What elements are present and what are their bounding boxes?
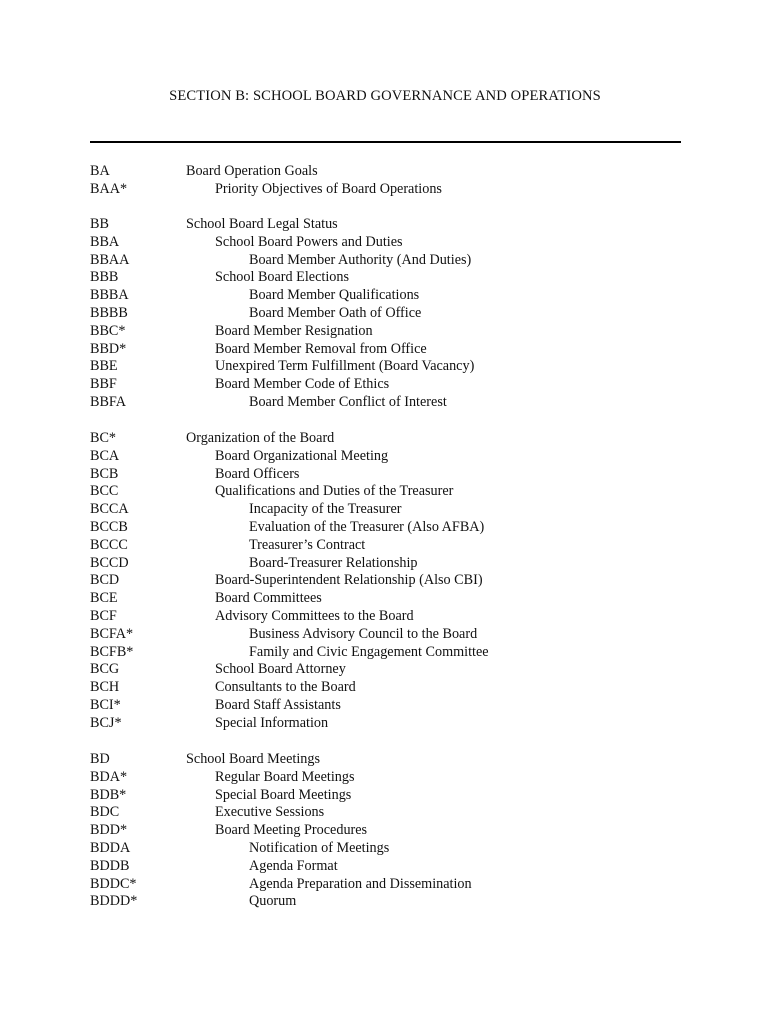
policy-title: Board Committees [215,590,322,607]
policy-entry [0,787,770,805]
section-title: SECTION B: SCHOOL BOARD GOVERNANCE AND OPERATIONS [169,88,601,104]
policy-entry [0,608,770,626]
policy-code: BBD* [90,340,127,357]
policy-title: School Board Legal Status [186,216,338,232]
policy-code: BBBB [90,304,128,321]
policy-entry [0,287,770,305]
policy-title: Notification of Meetings [249,839,390,856]
policy-code: BDB* [90,786,127,803]
policy-title: Agenda Format [249,857,338,874]
policy-title: Board Member Authority (And Duties) [249,251,472,268]
policy-title: Qualifications and Duties of the Treasurer [215,483,454,500]
policy-entry [0,181,770,199]
policy-title: Organization of the Board [186,430,335,446]
policy-entry [0,252,770,270]
policy-code: BBAA [90,251,130,268]
policy-code: BDDC* [90,875,137,892]
policy-entry [0,483,770,501]
policy-code: BCF [90,607,117,624]
policy-group [0,216,770,412]
policy-code: BBFA [90,393,127,410]
policy-title: School Board Elections [215,269,349,286]
policy-title: Advisory Committees to the Board [215,607,414,624]
policy-code: BBB [90,269,119,286]
policy-code: BA [90,163,110,179]
policy-entry [0,679,770,697]
policy-title: Board-Treasurer Relationship [249,554,418,571]
policy-entry [0,430,770,448]
policy-entry [0,163,770,181]
policy-entry [0,269,770,287]
policy-title: Board Staff Assistants [215,696,341,713]
policy-title: Board-Superintendent Relationship (Also CBI) [215,572,483,589]
policy-title: Regular Board Meetings [215,768,355,785]
policy-group [0,430,770,733]
policy-code: BDDA [90,839,131,856]
policy-title: Consultants to the Board [215,679,356,696]
policy-code: BCI* [90,696,121,713]
policy-group [0,751,770,911]
policy-entry [0,555,770,573]
policy-code: BCCA [90,501,129,518]
policy-title: Board Member Resignation [215,322,373,339]
policy-code: BBE [90,358,118,375]
policy-entry [0,394,770,412]
policy-code: BCH [90,679,120,696]
policy-code: BBA [90,233,120,250]
policy-title: Special Board Meetings [215,786,352,803]
policy-code: BCCB [90,518,128,535]
policy-entry [0,661,770,679]
policy-title: Treasurer’s Contract [249,536,366,553]
policy-entry [0,572,770,590]
policy-entry [0,466,770,484]
policy-title: Board Operation Goals [186,163,318,179]
policy-entry [0,519,770,537]
policy-title: Business Advisory Council to the Board [249,625,478,642]
policy-entry [0,876,770,894]
policy-entry [0,715,770,733]
policy-entry [0,537,770,555]
policy-entry [0,448,770,466]
policy-entry [0,376,770,394]
policy-title: Board Member Qualifications [249,287,420,304]
policy-entry [0,858,770,876]
policy-code: BCFB* [90,643,134,660]
policy-entry [0,234,770,252]
policy-title: School Board Powers and Duties [215,233,403,250]
policy-entry [0,305,770,323]
policy-entry [0,323,770,341]
policy-entry [0,893,770,911]
policy-title: Board Meeting Procedures [215,822,368,839]
policy-entry [0,644,770,662]
policy-code: BDDB [90,857,130,874]
policy-title: Unexpired Term Fulfillment (Board Vacancy) [215,358,475,375]
policy-code: BDD* [90,822,128,839]
policy-entry [0,590,770,608]
policy-code: BCCC [90,536,128,553]
policy-title: Quorum [249,893,297,910]
policy-entry [0,822,770,840]
policy-code: BD [90,751,110,767]
policy-title: Special Information [215,714,329,731]
policy-code: BDDD* [90,893,138,910]
policy-code: BC* [90,430,117,446]
policy-entry [0,769,770,787]
policy-title: Priority Objectives of Board Operations [215,180,442,197]
policy-title: Family and Civic Engagement Committee [249,643,489,660]
policy-code: BCC [90,483,119,500]
policy-code: BCB [90,465,119,482]
policy-code: BDA* [90,768,128,785]
policy-entry [0,626,770,644]
policy-title: Board Member Conflict of Interest [249,393,447,410]
policy-code: BAA* [90,180,128,197]
policy-title: Board Organizational Meeting [215,447,389,464]
policy-entry [0,804,770,822]
policy-title: Board Member Oath of Office [249,304,422,321]
policy-code: BDC [90,804,120,821]
policy-code: BCA [90,447,120,464]
policy-code: BCG [90,661,120,678]
policy-code: BCJ* [90,714,122,731]
policy-code: BB [90,216,109,232]
policy-entry [0,840,770,858]
policy-entry [0,501,770,519]
policy-title: Board Member Code of Ethics [215,376,390,393]
policy-title: Incapacity of the Treasurer [249,501,402,518]
policy-code: BBBA [90,287,129,304]
policy-code: BCFA* [90,625,134,642]
policy-code: BBF [90,376,117,393]
policy-code: BCE [90,590,118,607]
policy-title: School Board Attorney [215,661,346,678]
policy-title: Board Member Removal from Office [215,340,427,357]
policy-title: Board Officers [215,465,300,482]
policy-title: Evaluation of the Treasurer (Also AFBA) [249,518,485,535]
policy-entry [0,216,770,234]
policy-entry [0,697,770,715]
policy-code: BCCD [90,554,129,571]
policy-title: School Board Meetings [186,751,320,767]
policy-title: Agenda Preparation and Dissemination [249,875,472,892]
policy-code: BCD [90,572,120,589]
policy-entry [0,751,770,769]
policy-title: Executive Sessions [215,804,325,821]
policy-group [0,163,770,199]
policy-entry [0,358,770,376]
policy-code: BBC* [90,322,126,339]
policy-entry [0,341,770,359]
